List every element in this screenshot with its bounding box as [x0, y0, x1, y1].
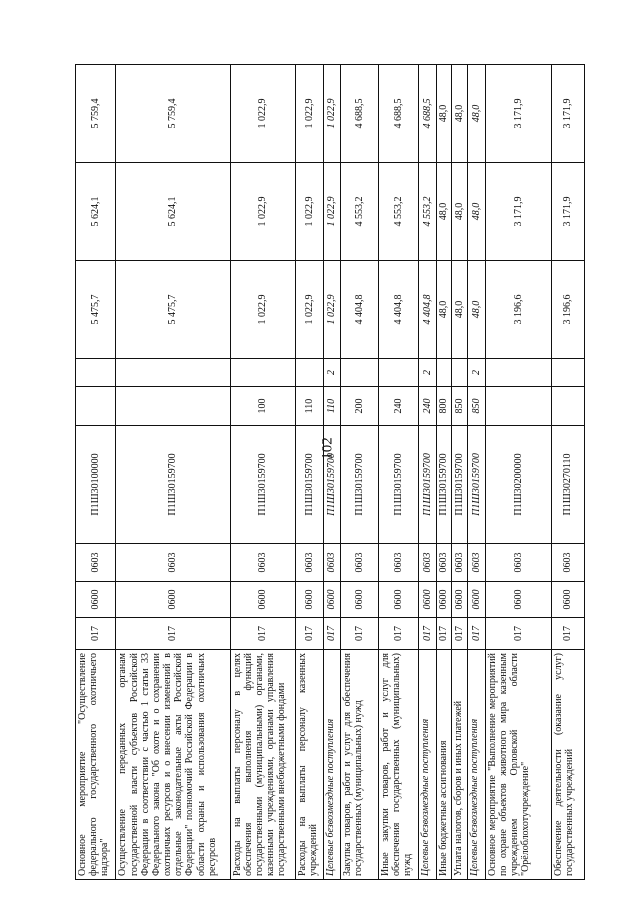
row-amount-year-1: 3 196,6: [551, 261, 584, 359]
row-target-article: П1Ш30270110: [551, 426, 584, 544]
row-admin-code: 017: [378, 618, 418, 650]
row-description: Целевые безвозмездные поступления: [419, 650, 437, 880]
row-admin-code: 017: [551, 618, 584, 650]
row-amount-year-3: 1 022,9: [323, 65, 341, 163]
row-target-article: П1Ш30159700: [230, 426, 295, 544]
row-subsection-code: 0603: [76, 544, 116, 582]
row-amount-year-3: 4 688,5: [378, 65, 418, 163]
row-section-code: 0600: [76, 582, 116, 618]
row-section-code: 0600: [230, 582, 295, 618]
row-source-code: [378, 359, 418, 387]
row-amount-year-1: 48,0: [468, 261, 486, 359]
row-expense-type: 110: [323, 387, 341, 426]
row-expense-type: 850: [452, 387, 468, 426]
row-target-article: П1Ш30100000: [76, 426, 116, 544]
row-target-article: П1Ш30159700: [378, 426, 418, 544]
budget-table-rotated: [75, 65, 585, 880]
row-amount-year-2: 5 624,1: [116, 163, 230, 261]
row-admin-code: 017: [468, 618, 486, 650]
row-expense-type: [551, 387, 584, 426]
row-amount-year-2: 1 022,9: [295, 163, 323, 261]
row-target-article: П1Ш30159700: [468, 426, 486, 544]
row-description: Расходы на выплаты персоналу казенных учреждений: [295, 650, 323, 880]
table-row: [323, 65, 341, 880]
table-row: [295, 65, 323, 880]
row-description: Осуществление переданных органам государственной власти субъектов Российской Федерации в соответствии с частью 1 статьи 33 Федерального закона "Об охоте и о сохранении охотничьих ресурсов и о внесении изменений в отдельные законодательные акты Российской Федерации" полномочий Российской Федерации в области охраны и использования охотничьих ресурсов: [116, 650, 230, 880]
row-source-code: [436, 359, 452, 387]
table-row: [485, 65, 551, 880]
row-subsection-code: 0603: [468, 544, 486, 582]
table-row: [378, 65, 418, 880]
row-source-code: 2: [468, 359, 486, 387]
table-row: [419, 65, 437, 880]
row-amount-year-1: 1 022,9: [323, 261, 341, 359]
row-target-article: П1Ш30159700: [452, 426, 468, 544]
row-admin-code: 017: [295, 618, 323, 650]
row-amount-year-1: 4 404,8: [378, 261, 418, 359]
row-description: Закупка товаров, работ и услуг для обеспечения государственных (муниципальных) нужд: [341, 650, 378, 880]
row-subsection-code: 0603: [485, 544, 551, 582]
table-row: [76, 65, 116, 880]
row-amount-year-3: 48,0: [452, 65, 468, 163]
row-source-code: [551, 359, 584, 387]
row-description: Расходы на выплаты персоналу в целях обеспечения выполнения функций государственными (муниципальными) органами, казенными учреждениями, органами управления государственными внебюджетными фондами: [230, 650, 295, 880]
row-source-code: 2: [323, 359, 341, 387]
row-source-code: [341, 359, 378, 387]
row-admin-code: 017: [116, 618, 230, 650]
table-row: [230, 65, 295, 880]
row-subsection-code: 0603: [419, 544, 437, 582]
row-target-article: П1Ш30159700: [419, 426, 437, 544]
row-description: Иные бюджетные ассигнования: [436, 650, 452, 880]
table-row: [452, 65, 468, 880]
row-expense-type: [116, 387, 230, 426]
row-subsection-code: 0603: [551, 544, 584, 582]
row-expense-type: 100: [230, 387, 295, 426]
table-row: [341, 65, 378, 880]
row-amount-year-2: 48,0: [452, 163, 468, 261]
row-target-article: П1Ш30159700: [295, 426, 323, 544]
row-amount-year-2: 1 022,9: [323, 163, 341, 261]
row-amount-year-1: 48,0: [436, 261, 452, 359]
row-description: Основное мероприятие "Осуществление федерального государственного охотничьего надзора": [76, 650, 116, 880]
row-description: Основное мероприятие "Выполнение мероприятий по охране объектов животного мира казенным учреждением Орловской области "Орёлоблохотучреждение": [485, 650, 551, 880]
row-expense-type: 850: [468, 387, 486, 426]
budget-table: [75, 64, 585, 880]
row-amount-year-3: 5 759,4: [116, 65, 230, 163]
row-source-code: [230, 359, 295, 387]
row-admin-code: 017: [485, 618, 551, 650]
row-amount-year-3: 4 688,5: [341, 65, 378, 163]
row-subsection-code: 0603: [341, 544, 378, 582]
row-amount-year-2: 48,0: [468, 163, 486, 261]
row-section-code: 0600: [452, 582, 468, 618]
row-expense-type: [76, 387, 116, 426]
row-section-code: 0600: [116, 582, 230, 618]
row-subsection-code: 0603: [295, 544, 323, 582]
row-amount-year-3: 4 688,5: [419, 65, 437, 163]
row-amount-year-3: 3 171,9: [551, 65, 584, 163]
row-target-article: П1Ш30159700: [323, 426, 341, 544]
row-expense-type: 200: [341, 387, 378, 426]
row-target-article: П1Ш30200000: [485, 426, 551, 544]
row-subsection-code: 0603: [436, 544, 452, 582]
row-admin-code: 017: [419, 618, 437, 650]
row-amount-year-1: 4 404,8: [419, 261, 437, 359]
row-subsection-code: 0603: [230, 544, 295, 582]
row-amount-year-1: 5 475,7: [76, 261, 116, 359]
row-amount-year-3: 5 759,4: [76, 65, 116, 163]
row-amount-year-1: 4 404,8: [341, 261, 378, 359]
row-subsection-code: 0603: [378, 544, 418, 582]
row-amount-year-3: 48,0: [468, 65, 486, 163]
row-target-article: П1Ш30159700: [116, 426, 230, 544]
row-section-code: 0600: [551, 582, 584, 618]
table-row: [436, 65, 452, 880]
row-amount-year-2: 3 171,9: [551, 163, 584, 261]
row-amount-year-2: 4 553,2: [341, 163, 378, 261]
row-description: Уплата налогов, сборов и иных платежей: [452, 650, 468, 880]
page-number: 102: [319, 437, 336, 460]
row-source-code: 2: [419, 359, 437, 387]
row-target-article: П1Ш30159700: [341, 426, 378, 544]
row-amount-year-2: 5 624,1: [76, 163, 116, 261]
row-section-code: 0600: [436, 582, 452, 618]
row-section-code: 0600: [341, 582, 378, 618]
row-amount-year-1: 1 022,9: [230, 261, 295, 359]
row-admin-code: 017: [230, 618, 295, 650]
row-admin-code: 017: [341, 618, 378, 650]
row-source-code: [116, 359, 230, 387]
row-expense-type: 110: [295, 387, 323, 426]
row-amount-year-3: 48,0: [436, 65, 452, 163]
row-amount-year-1: 48,0: [452, 261, 468, 359]
row-amount-year-2: 1 022,9: [230, 163, 295, 261]
row-subsection-code: 0603: [452, 544, 468, 582]
row-amount-year-2: 4 553,2: [419, 163, 437, 261]
row-expense-type: [485, 387, 551, 426]
row-amount-year-3: 3 171,9: [485, 65, 551, 163]
row-amount-year-1: 5 475,7: [116, 261, 230, 359]
row-admin-code: 017: [323, 618, 341, 650]
row-admin-code: 017: [452, 618, 468, 650]
row-source-code: [295, 359, 323, 387]
row-amount-year-1: 1 022,9: [295, 261, 323, 359]
row-expense-type: 800: [436, 387, 452, 426]
row-description: Целевые безвозмездные поступления: [468, 650, 486, 880]
row-source-code: [76, 359, 116, 387]
row-section-code: 0600: [419, 582, 437, 618]
row-subsection-code: 0603: [323, 544, 341, 582]
row-amount-year-2: 4 553,2: [378, 163, 418, 261]
row-amount-year-3: 1 022,9: [230, 65, 295, 163]
table-row: [116, 65, 230, 880]
row-subsection-code: 0603: [116, 544, 230, 582]
row-section-code: 0600: [485, 582, 551, 618]
row-section-code: 0600: [378, 582, 418, 618]
row-section-code: 0600: [295, 582, 323, 618]
row-source-code: [485, 359, 551, 387]
row-expense-type: 240: [378, 387, 418, 426]
row-description: Иные закупки товаров, работ и услуг для обеспечения государственных (муниципальных) нужд: [378, 650, 418, 880]
table-row: [551, 65, 584, 880]
row-source-code: [452, 359, 468, 387]
row-expense-type: 240: [419, 387, 437, 426]
row-target-article: П1Ш30159700: [436, 426, 452, 544]
row-amount-year-1: 3 196,6: [485, 261, 551, 359]
row-description: Обеспечение деятельности (оказание услуг) государственных учреждений: [551, 650, 584, 880]
row-description: Целевые безвозмездные поступления: [323, 650, 341, 880]
row-amount-year-2: 48,0: [436, 163, 452, 261]
row-section-code: 0600: [323, 582, 341, 618]
row-amount-year-3: 1 022,9: [295, 65, 323, 163]
row-amount-year-2: 3 171,9: [485, 163, 551, 261]
row-section-code: 0600: [468, 582, 486, 618]
row-admin-code: 017: [436, 618, 452, 650]
row-admin-code: 017: [76, 618, 116, 650]
table-row: [468, 65, 486, 880]
